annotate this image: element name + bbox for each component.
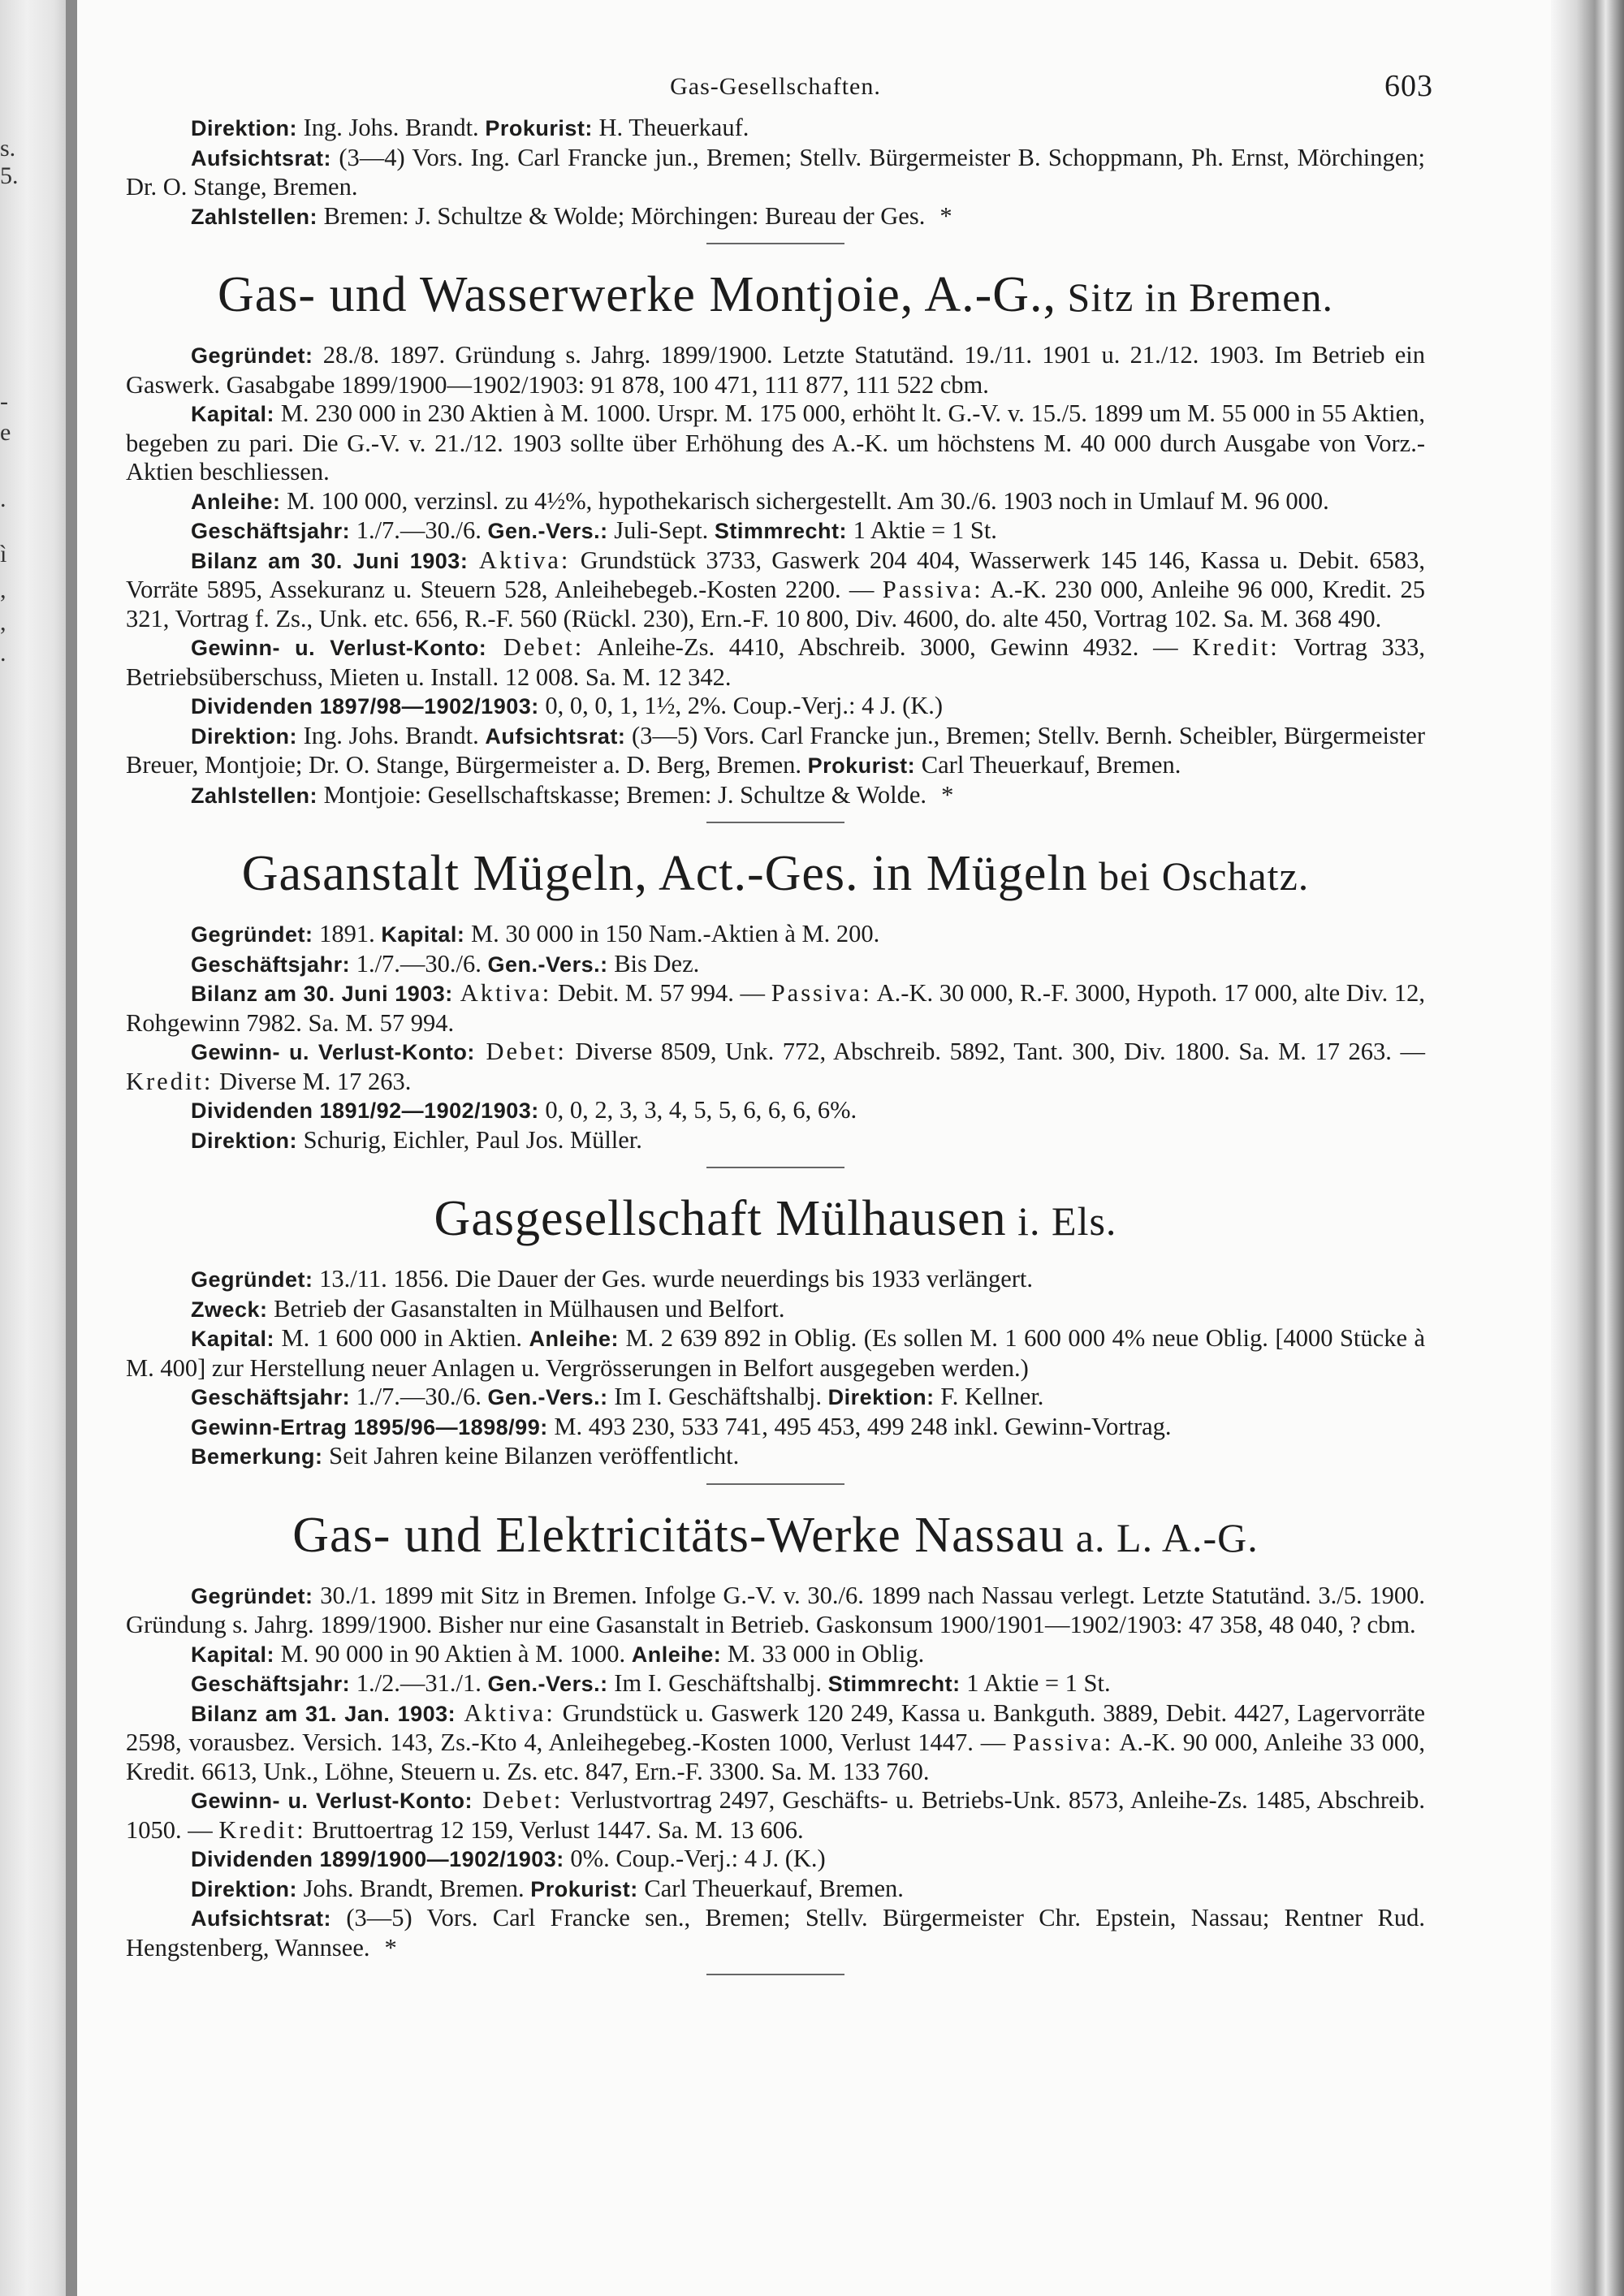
text: A.-K. 230 000, Anleihe 96 000, Kredit. 25 321, Vortrag f. Zs., Unk. etc. 656, R.-F. 560 (Rückl. 230), Ern.-F. 10 800, Div. 4600, do. alte 450, Vortrag 102. Sa. M. 368 490. [126,576,1425,632]
text: M. 90 000 in 90 Aktien à M. 1000. [274,1639,632,1668]
text: Vortrag 333, Betriebsüberschuss, Mieten u. Install. 12 008. Sa. M. 12 342. [126,633,1425,691]
entry-zahlstellen [126,781,1425,811]
text: 0, 0, 2, 3, 3, 4, 5, 5, 6, 6, 6, 6%. [538,1096,857,1124]
entry-direktion [126,1126,1425,1156]
text: 1 Aktie = 1 St. [960,1669,1111,1697]
label: Anleihe: [529,1327,620,1351]
text: 0, 0, 0, 1, 1½, 2%. Coup.-Verj.: 4 J. (K.) [538,692,944,719]
company-name: Gasgesellschaft Mülhausen [434,1191,1007,1246]
page-number: 603 [1384,69,1433,103]
label: Gewinn- u. Verlust-Konto: [191,636,487,660]
label: Geschäftsjahr: [191,1385,351,1409]
label: Direktion: [191,1128,298,1153]
text: Ing. Johs. Brandt. [297,721,486,749]
text: Bruttoertrag 12 159, Verlust 1447. Sa. M. 13 606. [305,1815,804,1844]
section-muelhausen [126,1189,1425,1472]
separator-rule [706,1483,844,1485]
entry-bemerkung [126,1442,1425,1472]
text: H. Theuerkauf. [592,114,749,141]
section-previous-continuation [126,114,1425,231]
text: M. 230 000 in 230 Aktien à M. 1000. Urspr. M. 175 000, erhöht lt. G.-V. v. 15./5. 1899 um M. 55 000 in 55 Aktien, begeben zu pari. Die G.-V. v. 21./12. 1903 sollte über Erhöhung des A.-K. um höchstens M. 40 000 durch Ausgabe von Vorz.-Aktien beschliessen. [126,399,1425,486]
separator-rule [706,243,844,244]
spaced-label: Passiva: [771,979,872,1007]
label: Aufsichtsrat: [191,145,332,170]
text: 1./7.—30./6. [350,1383,488,1410]
entry-kapital [126,1640,1425,1670]
asterisk: * [941,780,954,809]
label: Aufsichtsrat: [191,1906,332,1931]
entry-direktion [126,1875,1425,1905]
company-heading [126,844,1425,905]
company-seat: i. Els. [1006,1198,1117,1244]
label: Dividenden 1897/98—1902/1903: [191,694,539,719]
label: Bilanz am 30. Juni 1903: [191,548,469,573]
label: Gewinn- u. Verlust-Konto: [191,1789,473,1813]
entry-aufsichtsrat [126,144,1425,202]
text: A.-K. 30 000, R.-F. 3000, Hypoth. 17 000, alte Div. 12, Rohgewinn 7982. Sa. M. 57 994. [126,979,1425,1037]
company-name: Gas- und Elektricitäts-Werke Nassau [292,1507,1065,1563]
text: 0%. Coup.-Verj.: 4 J. (K.) [564,1845,826,1872]
entry-gewinn-verlust [126,633,1425,692]
text: Betrieb der Gasanstalten in Mülhausen und Belfort. [267,1294,785,1323]
spaced-label: Kredit: [1192,633,1280,661]
company-seat: Sitz in Bremen. [1056,274,1333,320]
text: F. Kellner. [934,1383,1044,1410]
text: M. 33 000 in Oblig. [721,1639,925,1668]
text: M. 493 230, 533 741, 495 453, 499 248 inkl. Gewinn-Vortrag. [547,1412,1172,1440]
margin-fragment: , [0,576,6,603]
entry-direktion [126,722,1425,781]
entry-kapital [126,1324,1425,1383]
entry-gegruendet [126,341,1425,399]
label: Dividenden 1891/92—1902/1903: [191,1098,539,1123]
text: Juli-Sept. [607,516,715,544]
text: M. 100 000, verzinsl. zu 4½%, hypothekarisch sichergestellt. Am 30./6. 1903 noch in Umlauf M. 96 000. [280,486,1329,515]
entry-direktion [126,114,1425,144]
label: Zahlstellen: [191,204,318,229]
text: Im I. Geschäftshalbj. [607,1383,828,1410]
text: Grundstück u. Gaswerk 120 249, Kassa u. Bankguth. 3889, Debit. 4427, Lagervorräte 2598, vorausbez. Versich. 143, Zs.-Kto 4, Anleihegebeg.-Kosten 1000, Verlust 1447. — [126,1698,1425,1756]
margin-fragment: , [0,609,6,636]
spaced-label: Debet: [486,633,585,661]
text: M. 30 000 in 150 Nam.-Aktien à M. 200. [464,920,880,947]
page [126,65,1433,1987]
scan-right-edge [1551,0,1624,2296]
label: Prokurist: [807,753,916,778]
company-seat: a. L. A.-G. [1065,1514,1259,1560]
label: Direktion: [827,1385,935,1409]
label: Zweck: [191,1297,268,1322]
label: Gegründet: [191,922,313,947]
label: Direktion: [191,1876,298,1901]
text: M. 2 639 892 in Oblig. (Es sollen M. 1 600 000 4% neue Oblig. [4000 Stücke à M. 400] zur Herstellung neuer Anlagen u. Vergrösserungen in Belfort ausgegeben werden.) [126,1324,1426,1382]
margin-fragment: - [0,388,8,415]
text: Ing. Johs. Brandt. [297,114,486,141]
text: 1./7.—30./6. [350,949,488,978]
separator-rule [706,1167,844,1168]
text: Bremen: J. Schultze & Wolde; Mörchingen: Bureau der Ges. [317,201,926,230]
entry-bilanz [126,1699,1425,1787]
text: 1./2.—31./1. [350,1669,488,1697]
entry-gewinn-verlust [126,1786,1425,1845]
spaced-label: Kredit: [126,1067,214,1095]
text: 30./1. 1899 mit Sitz in Bremen. Infolge G.-V. v. 30./6. 1899 nach Nassau verlegt. Letzte Statutänd. 3./5. 1900. Gründung s. Jahrg. 1899/1900. Bisher nur eine Gasanstalt in Betrieb. Gaskonsum 1900/1901—1902/1903: 47 358, 48 040, ? cbm. [126,1581,1425,1638]
spaced-label: Passiva: [1013,1728,1114,1756]
company-heading [126,265,1425,326]
company-seat: bei Oschatz. [1087,853,1310,899]
text: Debit. M. 57 994. — [551,979,771,1007]
label: Prokurist: [530,1876,638,1901]
entry-anleihe [126,487,1425,517]
spaced-label: Aktiva: [456,1698,555,1727]
label: Geschäftsjahr: [191,519,351,543]
separator-rule [706,822,844,823]
text: Carl Theuerkauf, Bremen. [915,751,1181,779]
label: Dividenden 1899/1900—1902/1903: [191,1847,564,1871]
section-montjoie [126,265,1425,810]
entry-geschaeftsjahr [126,1669,1425,1699]
text: A.-K. 90 000, Anleihe 33 000, Kredit. 6613, Unk., Löhne, Steuern u. Zs. etc. 847, Ern.-F. 3300. Sa. M. 133 760. [126,1728,1425,1785]
label: Gegründet: [191,1583,313,1608]
label: Geschäftsjahr: [191,1672,351,1696]
text: (3—5) Vors. Carl Francke jun., Bremen; Stellv. Bernh. Scheibler, Bürgermeister Breuer, Montjoie; Dr. O. Stange, Bürgermeister a. D. Berg, Bremen. [126,721,1425,779]
label: Kapital: [381,922,465,947]
entry-geschaeftsjahr [126,1383,1425,1413]
spaced-label: Passiva: [882,576,983,603]
label: Anleihe: [631,1642,722,1667]
label: Gewinn- u. Verlust-Konto: [191,1040,475,1064]
label: Gen.-Vers.: [487,519,608,543]
entry-dividenden [126,1096,1425,1126]
label: Gen.-Vers.: [487,952,608,977]
text: Bis Dez. [607,949,700,978]
text: Montjoie: Gesellschaftskasse; Bremen: J. Schultze & Wolde. [317,780,927,809]
entry-aufsichtsrat [126,1904,1425,1962]
section-nassau [126,1506,1425,1963]
entry-gegruendet [126,1582,1425,1640]
spaced-label: Aktiva: [452,979,552,1007]
separator-rule [706,1974,844,1975]
text: Diverse 8509, Unk. 772, Abschreib. 5892, Tant. 300, Div. 1800. Sa. M. 17 263. — [566,1038,1425,1065]
label: Anleihe: [191,489,281,514]
label: Kapital: [191,1327,275,1351]
margin-fragment: e [0,419,11,446]
text: M. 1 600 000 in Aktien. [274,1324,529,1352]
label: Bilanz am 30. Juni 1903: [191,982,453,1006]
company-name: Gasanstalt Mügeln, Act.-Ges. in Mügeln [241,846,1088,901]
text: Anleihe-Zs. 4410, Abschreib. 3000, Gewinn 4932. — [584,633,1193,661]
spaced-label: Debet: [472,1786,564,1814]
text: 1./7.—30./6. [350,516,488,544]
entry-gewinn-ertrag [126,1413,1425,1443]
company-name: Gas- und Wasserwerke Montjoie, A.-G., [218,267,1057,322]
entry-gewinn-verlust [126,1038,1425,1096]
running-head [126,65,1433,114]
margin-fragment: ì [0,541,7,568]
entry-gegruendet [126,920,1425,950]
label: Zahlstellen: [191,783,318,808]
text: 1 Aktie = 1 St. [846,516,997,544]
entry-geschaeftsjahr [126,950,1425,980]
text: Verlustvortrag 2497, Geschäfts- u. Betriebs-Unk. 8573, Anleihe-Zs. 1485, Abschreib. 1050. — [126,1786,1425,1844]
label: Bemerkung: [191,1444,323,1469]
label: Direktion: [191,723,298,749]
text: Diverse M. 17 263. [213,1067,412,1095]
text: Grundstück 3733, Gaswerk 204 404, Wasserwerk 145 146, Kassa u. Debit. 6583, Vorräte 5895, Assekuranz u. Steuern 528, Anleihebegeb.-Kosten 2200. — [126,546,1425,603]
entry-dividenden [126,1845,1425,1875]
text: Im I. Geschäftshalbj. [607,1669,828,1697]
text: 28./8. 1897. Gründung s. Jahrg. 1899/1900. Letzte Statutänd. 19./11. 1901 u. 21./12. 1903. Im Betrieb ein Gaswerk. Gasabgabe 1899/1900—1902/1903: 91 878, 100 471, 111 877, 111 522 cbm. [126,341,1425,399]
text: Carl Theuerkauf, Bremen. [637,1874,904,1902]
text: Seit Jahren keine Bilanzen veröffentlicht. [322,1442,740,1470]
label: Gegründet: [191,1267,313,1292]
spaced-label: Kredit: [218,1815,306,1844]
company-heading [126,1189,1425,1250]
spaced-label: Debet: [474,1038,567,1065]
margin-fragment: . [0,640,6,667]
label: Aufsichtsrat: [485,723,626,749]
spaced-label: Aktiva: [468,546,571,574]
label: Gegründet: [191,343,313,368]
company-heading [126,1506,1425,1567]
text: (3—5) Vors. Carl Francke sen., Bremen; Stellv. Bürgermeister Chr. Epstein, Nassau; Rentner Rud. Hengstenberg, Wannsee. [126,1904,1425,1962]
label: Prokurist: [485,116,593,140]
entry-geschaeftsjahr [126,516,1425,546]
asterisk: * [384,1933,397,1962]
running-head-title: Gas-Gesellschaften. [670,73,881,100]
label: Gen.-Vers.: [487,1385,608,1409]
entry-dividenden [126,692,1425,722]
entry-zweck [126,1295,1425,1325]
text: Schurig, Eichler, Paul Jos. Müller. [297,1125,642,1154]
text: 1891. [313,920,382,947]
entry-gegruendet [126,1265,1425,1295]
entry-kapital [126,399,1425,487]
text: 13./11. 1856. Die Dauer der Ges. wurde neuerdings bis 1933 verlängert. [313,1265,1034,1293]
entry-bilanz [126,546,1425,634]
label: Kapital: [191,402,275,426]
margin-fragment: s. [0,135,16,162]
text: Johs. Brandt, Bremen. [297,1874,531,1902]
section-muegeln [126,844,1425,1155]
label: Geschäftsjahr: [191,952,351,977]
entry-zahlstellen [126,202,1425,232]
label: Kapital: [191,1642,275,1667]
label: Bilanz am 31. Jan. 1903: [191,1701,456,1726]
margin-fragment: 5. [0,162,19,189]
asterisk: * [939,201,952,230]
label: Direktion: [191,116,298,140]
label: Gen.-Vers.: [487,1672,608,1696]
label: Gewinn-Ertrag 1895/96—1898/99: [191,1414,548,1439]
scan-left-edge [0,0,77,2296]
label: Stimmrecht: [714,519,847,543]
entry-bilanz [126,979,1425,1038]
margin-fragment: . [0,486,6,512]
label: Stimmrecht: [827,1672,961,1696]
text: (3—4) Vors. Ing. Carl Francke jun., Bremen; Stellv. Bürgermeister B. Schoppmann, Ph. Ernst, Mörchingen; Dr. O. Stange, Bremen. [126,143,1425,201]
